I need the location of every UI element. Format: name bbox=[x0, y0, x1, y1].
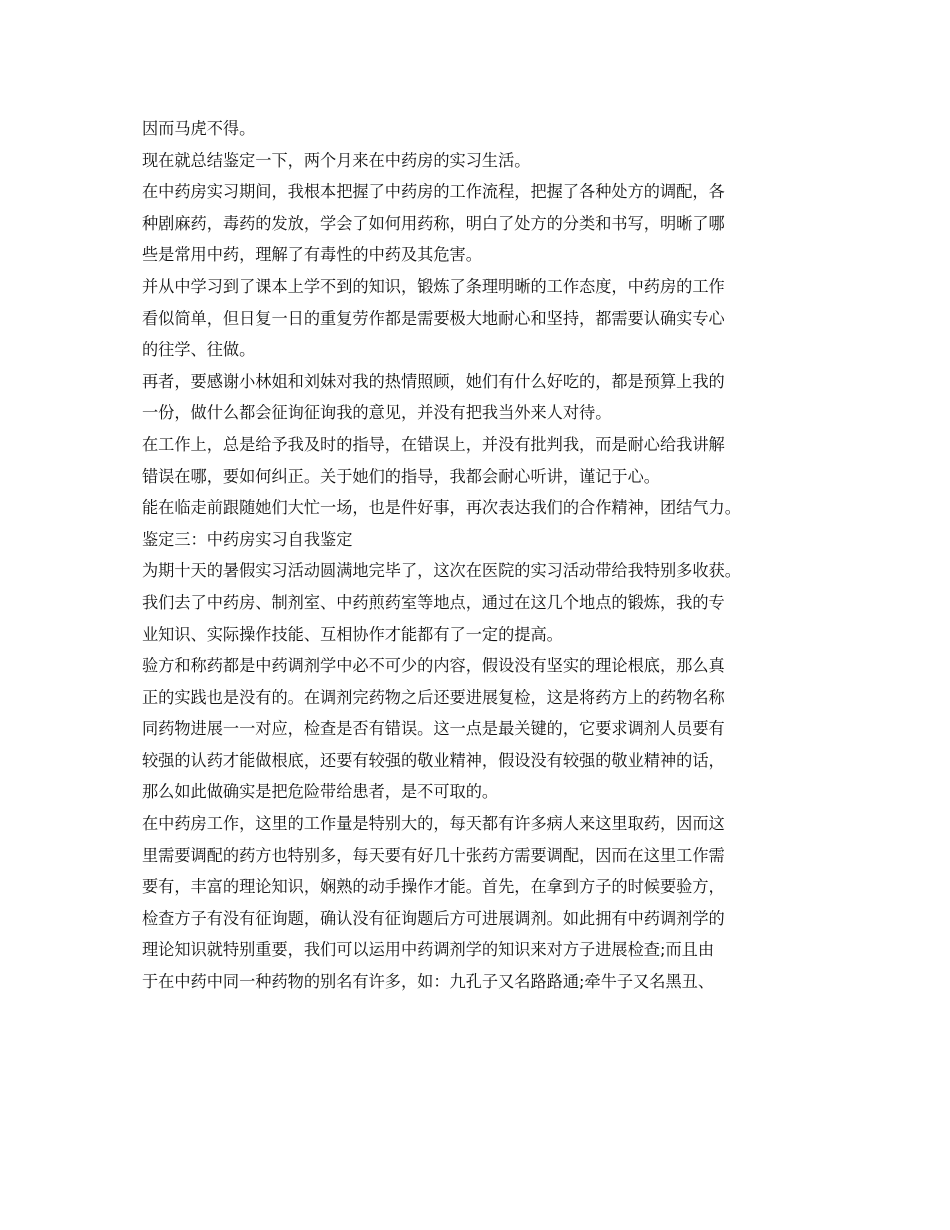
text-line: 并从中学习到了课本上学不到的知识，锻炼了条理明晰的工作态度，中药房的工作 bbox=[142, 276, 725, 296]
text-line: 要有，丰富的理论知识，娴熟的动手操作才能。首先，在拿到方子的时候要验方， bbox=[142, 877, 725, 897]
text-line: 现在就总结鉴定一下，两个月来在中药房的实习生活。 bbox=[142, 150, 531, 170]
text-line: 一份，做什么都会征询征询我的意见，并没有把我当外来人对待。 bbox=[142, 403, 612, 423]
text-line: 在工作上，总是给予我及时的指导，在错误上，并没有批判我，而是耐心给我讲解 bbox=[142, 434, 725, 454]
section-heading: 鉴定三：中药房实习自我鉴定 bbox=[142, 529, 353, 549]
text-line: 较强的认药才能做根底，还要有较强的敬业精神，假设没有较强的敬业精神的话， bbox=[142, 750, 725, 770]
text-line: 验方和称药都是中药调剂学中必不可少的内容，假设没有坚实的理论根底，那么真 bbox=[142, 656, 725, 676]
text-line: 错误在哪，要如何纠正。关于她们的指导，我都会耐心听讲，谨记于心。 bbox=[142, 466, 660, 486]
text-line: 正的实践也是没有的。在调剂完药物之后还要进展复检，这是将药方上的药物名称 bbox=[142, 687, 725, 707]
text-line: 能在临走前跟随她们大忙一场，也是件好事，再次表达我们的合作精神，团结气力。 bbox=[142, 498, 741, 518]
text-line: 同药物进展一一对应，检查是否有错误。这一点是最关键的，它要求调剂人员要有 bbox=[142, 719, 725, 739]
text-line: 在中药房工作，这里的工作量是特别大的，每天都有许多病人来这里取药，因而这 bbox=[142, 814, 725, 834]
text-line: 业知识、实际操作技能、互相协作才能都有了一定的提高。 bbox=[142, 624, 563, 644]
text-line: 在中药房实习期间，我根本把握了中药房的工作流程，把握了各种处方的调配，各 bbox=[142, 182, 725, 202]
text-line: 种剧麻药，毒药的发放，学会了如何用药称，明白了处方的分类和书写，明晰了哪 bbox=[142, 213, 725, 233]
document-body bbox=[142, 113, 842, 998]
text-line: 那么如此做确实是把危险带给患者，是不可取的。 bbox=[142, 782, 499, 802]
text-line: 检查方子有没有征询题，确认没有征询题后方可进展调剂。如此拥有中药调剂学的 bbox=[142, 908, 725, 928]
text-line: 我们去了中药房、制剂室、中药煎药室等地点，通过在这几个地点的锻炼，我的专 bbox=[142, 592, 725, 612]
text-line: 的往学、往做。 bbox=[142, 340, 256, 360]
text-line: 理论知识就特别重要，我们可以运用中药调剂学的知识来对方子进展检查;而且由 bbox=[142, 940, 715, 960]
text-line: 看似简单，但日复一日的重复劳作都是需要极大地耐心和坚持，都需要认确实专心 bbox=[142, 308, 725, 328]
text-line: 些是常用中药，理解了有毒性的中药及其危害。 bbox=[142, 245, 482, 265]
text-line: 里需要调配的药方也特别多，每天要有好几十张药方需要调配，因而在这里工作需 bbox=[142, 845, 725, 865]
text-line: 再者，要感谢小林姐和刘妹对我的热情照顾，她们有什么好吃的，都是预算上我的 bbox=[142, 371, 725, 391]
text-line: 为期十天的暑假实习活动圆满地完毕了，这次在医院的实习活动带给我特别多收获。 bbox=[142, 561, 741, 581]
text-line: 于在中药中同一种药物的别名有许多，如：九孔子又名路路通;牵牛子又名黑丑、 bbox=[142, 972, 715, 992]
text-line: 因而马虎不得。 bbox=[142, 119, 256, 138]
